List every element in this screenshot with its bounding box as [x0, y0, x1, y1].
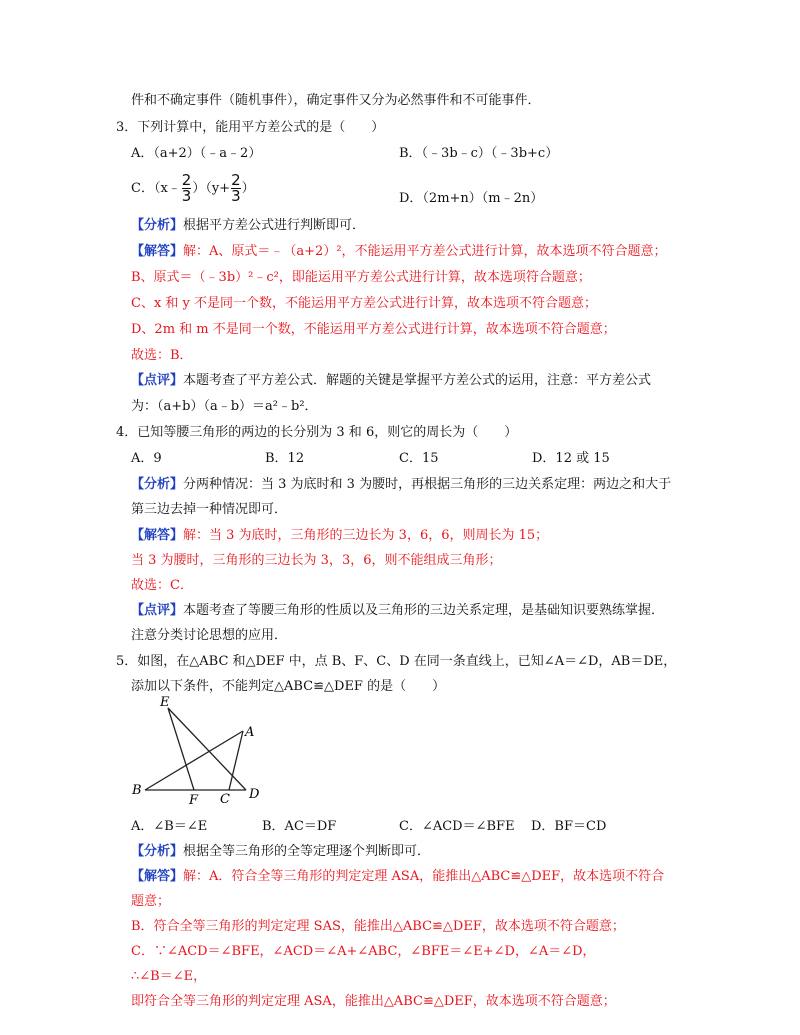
fraction-numerator: 2: [181, 171, 192, 189]
q3-option-d: D．（2m+n）（m﹣2n）: [399, 191, 544, 206]
q3-option-c-prefix: C．（x﹣: [131, 181, 181, 196]
analysis-text: 根据平方差公式进行判断即可．: [183, 218, 366, 233]
q5-answer-1: [131, 868, 664, 886]
fraction-numerator: 2: [231, 171, 241, 189]
segment-a-c: [229, 731, 243, 790]
answer-tag: 【解答】: [131, 244, 184, 259]
q4-comment-1: [131, 602, 664, 620]
comment-tag: 【点评】: [131, 603, 184, 618]
q5-option-a: A．∠B＝∠E: [131, 819, 208, 834]
q3-option-c-suffix: ）: [241, 181, 255, 196]
q4-analysis-1: [131, 476, 671, 494]
triangle-figure: [128, 694, 268, 804]
fraction-denominator: 3: [231, 187, 241, 205]
question-5-stem-1: 5．如图，在△ABC 和△DEF 中，点 B、F、C、D 在同一条直线上，已知∠A＝∠D，AB＝DE，: [116, 654, 677, 669]
comment-text: 本题考查了等腰三角形的性质以及三角形的三边关系定理，是基础知识要熟练掌握．: [183, 603, 665, 618]
q5-answer-4: C．∵∠ACD＝∠BFE，∠ACD＝∠A+∠ABC，∠BFE＝∠E+∠D，∠A＝∠D，: [131, 944, 596, 959]
label-e: E: [160, 695, 170, 710]
question-3-stem: 3．下列计算中，能用平方差公式的是（ ）: [116, 120, 385, 135]
analysis-tag: 【分析】: [131, 218, 184, 233]
analysis-text: 分两种情况：当 3 为底时和 3 为腰时，再根据三角形的三边关系定理：两边之和大于: [183, 477, 672, 492]
label-f: F: [189, 793, 199, 804]
q3-analysis: [131, 217, 365, 235]
q3-option-a: A．（a+2）（﹣a﹣2）: [131, 146, 262, 161]
answer-tag: 【解答】: [131, 528, 184, 543]
question-5-stem-2: 添加以下条件，不能判定△ABC≌△DEF 的是（ ）: [131, 679, 446, 694]
q3-option-c-middle: ）（y+: [192, 181, 231, 196]
q5-option-b: B．AC＝DF: [262, 819, 337, 834]
figure-lines: [145, 708, 246, 790]
answer-tag: 【解答】: [131, 869, 184, 884]
analysis-text: 根据全等三角形的全等定理逐个判断即可．: [183, 844, 431, 859]
q4-option-c: C．15: [399, 451, 439, 466]
q3-answer-1: [131, 243, 667, 261]
question-4-stem: 4．已知等腰三角形的两边的长分别为 3 和 6，则它的周长为（ ）: [116, 425, 518, 440]
label-b: B: [132, 783, 142, 798]
q5-option-d: D．BF＝CD: [531, 819, 607, 834]
q4-analysis-2: 第三边去掉一种情况即可．: [131, 502, 288, 517]
q3-comment-1: [131, 372, 651, 390]
analysis-tag: 【分析】: [131, 477, 184, 492]
q3-option-b: B．（﹣3b﹣c）（﹣3b+c）: [399, 146, 559, 161]
text-line: 件和不确定事件（随机事件），确定事件又分为必然事件和不可能事件．: [131, 93, 541, 108]
segment-b-a: [145, 731, 243, 790]
q4-answer-1: [131, 527, 548, 545]
q3-answer-2: B、原式＝（﹣3b）²﹣c²，即能运用平方差公式进行计算，故本选项符合题意；: [131, 270, 591, 285]
q4-answer-3: 故选：C．: [131, 578, 193, 593]
q5-answer-5: ∴∠B＝∠E，: [131, 969, 207, 984]
q4-option-b: B．12: [265, 451, 305, 466]
q3-answer-4: D、2m 和 m 不是同一个数，不能运用平方差公式进行计算，故本选项不符合题意；: [131, 322, 616, 337]
q5-option-c: C．∠ACD＝∠BFE: [399, 819, 515, 834]
fraction-denominator: 3: [181, 187, 192, 205]
q4-comment-2: 注意分类讨论思想的应用．: [131, 628, 288, 643]
q3-answer-5: 故选：B．: [131, 348, 193, 363]
q3-comment-2: 为：（a+b）（a﹣b）＝a²﹣b²．: [131, 399, 318, 414]
answer-text: 解：A．符合全等三角形的判定定理 ASA，能推出△ABC≌△DEF，故本选项不符合: [183, 869, 665, 884]
label-a: A: [245, 725, 255, 740]
label-d: D: [249, 787, 260, 802]
comment-tag: 【点评】: [131, 373, 184, 388]
comment-text: 本题考查了平方差公式．解题的关键是掌握平方差公式的运用，注意：平方差公式: [183, 373, 652, 388]
q4-answer-2: 当 3 为腰时，三角形的三边长为 3，3，6，则不能组成三角形；: [131, 553, 502, 568]
q3-option-c: [131, 172, 255, 206]
q4-option-d: D．12 或 15: [532, 451, 610, 466]
q5-answer-2: 题意；: [131, 894, 171, 909]
q5-answer-6: 即符合全等三角形的判定定理 ASA，能推出△ABC≌△DEF，故本选项不符合题意；: [131, 994, 616, 1009]
segment-e-f: [168, 708, 194, 790]
q5-analysis: [131, 843, 430, 861]
answer-text: 解：当 3 为底时，三角形的三边长为 3，6，6，则周长为 15；: [183, 528, 549, 543]
q3-answer-3: C、x 和 y 不是同一个数，不能运用平方差公式进行计算，故本选项不符合题意；: [131, 296, 598, 311]
fraction-two-thirds: [231, 173, 241, 204]
q5-answer-3: B．符合全等三角形的判定定理 SAS，能推出△ABC≌△DEF，故本选项不符合题意；: [131, 919, 625, 934]
fraction-two-thirds: [182, 173, 192, 204]
segment-e-d: [168, 708, 246, 790]
analysis-tag: 【分析】: [131, 844, 184, 859]
q4-option-a: A．9: [131, 451, 162, 466]
answer-text: 解：A、原式＝﹣（a+2）²，不能运用平方差公式进行计算，故本选项不符合题意；: [183, 244, 667, 259]
label-c: C: [220, 792, 230, 804]
